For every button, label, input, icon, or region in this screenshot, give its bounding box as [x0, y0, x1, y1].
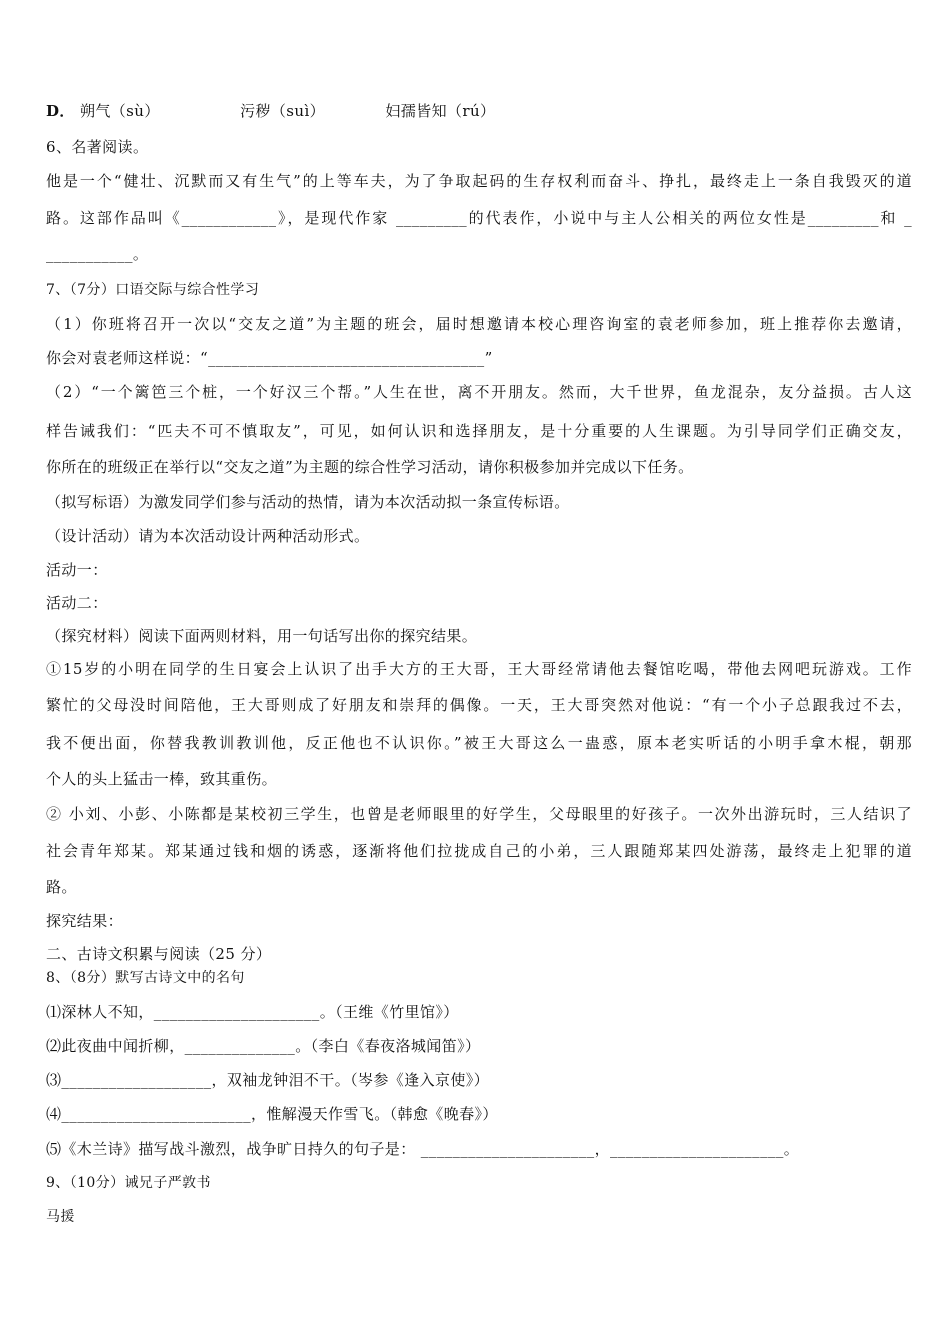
q7-line: 活动一： — [46, 561, 108, 579]
option-d-line — [46, 100, 912, 122]
q7-heading: 7、（7分）口语交际与综合性学习 — [46, 282, 260, 298]
q7-line: ② 小刘、小彭、小陈都是某校初三学生，也曾是老师眼里的好学生，父母眼里的好孩子。一次外出游玩时，三人结识了 — [46, 805, 912, 823]
q7-line: 繁忙的父母没时间陪他，王大哥则成了好朋友和崇拜的偶像。一天，王大哥突然对他说：“有一个小子总跟我过不去， — [46, 696, 912, 714]
q8-line: ⑴深林人不知，_____________________。（王维《竹里馆》） — [46, 1003, 459, 1021]
option-d-item-2: 污秽（suì） — [240, 102, 326, 120]
q7-line: （1）你班将召开一次以“交友之道”为主题的班会，届时想邀请本校心理咨询室的袁老师参加，班上推荐你去邀请， — [46, 315, 912, 333]
q8-line: ⑸《木兰诗》描写战斗激烈，战争旷日持久的句子是： ______________________，______________________。 — [46, 1140, 800, 1158]
q9-heading: 9、（10分）诫兄子严敦书 — [46, 1175, 211, 1191]
q7-line: 样告诫我们：“匹夫不可不慎取友”，可见，如何认识和选择朋友，是十分重要的人生课题。为引导同学们正确交友， — [46, 422, 912, 440]
q7-line: （拟写标语）为激发同学们参与活动的热情，请为本次活动拟一条宣传标语。 — [46, 493, 570, 511]
q6-line: 他是一个“健壮、沉默而又有生气”的上等车夫，为了争取起码的生存权利而奋斗、挣扎，最终走上一条自我毁灭的道 — [46, 172, 912, 190]
q7-line: （设计活动）请为本次活动设计两种活动形式。 — [46, 527, 370, 545]
q8-line: ⑷________________________，惟解漫天作雪飞。（韩愈《晚春》） — [46, 1105, 498, 1123]
q7-line: （2）“一个篱笆三个桩，一个好汉三个帮。”人生在世，离不开朋友。然而，大千世界，鱼龙混杂，友分益损。古人这 — [46, 383, 912, 401]
option-d-item-3: 妇孺皆知（rú） — [385, 102, 496, 120]
q6-heading: 6、名著阅读。 — [46, 138, 149, 156]
q7-line: 我不便出面，你替我教训教训他，反正他也不认识你。”被王大哥这么一蛊惑，原本老实听话的小明手拿木棍，朝那 — [46, 734, 912, 752]
option-d-label: D． — [46, 102, 75, 120]
q9-author: 马援 — [46, 1209, 75, 1225]
q7-line: 路。 — [46, 878, 77, 896]
section-2-heading: 二、古诗文积累与阅读（25 分） — [46, 945, 272, 963]
q8-heading: 8、（8分）默写古诗文中的名句 — [46, 970, 245, 986]
q7-line: （探究材料）阅读下面两则材料，用一句话写出你的探究结果。 — [46, 627, 478, 645]
q7-line: ①15岁的小明在同学的生日宴会上认识了出手大方的王大哥，王大哥经常请他去餐馆吃喝，带他去网吧玩游戏。工作 — [46, 660, 912, 678]
q6-line: ___________。 — [46, 245, 149, 263]
option-d-item-1: 朔气（sù） — [79, 102, 160, 120]
q7-line: 社会青年郑某。郑某通过钱和烟的诱惑，逐渐将他们拉拢成自己的小弟，三人跟随郑某四处游荡，最终走上犯罪的道 — [46, 842, 912, 860]
q7-line: 个人的头上猛击一棒，致其重伤。 — [46, 770, 278, 788]
q6-line: 路。这部作品叫《____________》，是现代作家 _________的代表作，小说中与主人公相关的两位女性是_________和 _ — [46, 209, 912, 227]
q7-line: 你会对袁老师这样说：“___________________________________” — [46, 349, 493, 367]
q8-line: ⑶___________________，双袖龙钟泪不干。（岑参《逢入京使》） — [46, 1071, 490, 1089]
q7-line: 探究结果： — [46, 912, 124, 930]
q8-line: ⑵此夜曲中闻折柳，______________。（李白《春夜洛城闻笛》） — [46, 1037, 481, 1055]
q7-line: 活动二： — [46, 594, 108, 612]
q7-line: 你所在的班级正在举行以“交友之道”为主题的综合性学习活动，请你积极参加并完成以下任务。 — [46, 458, 694, 476]
